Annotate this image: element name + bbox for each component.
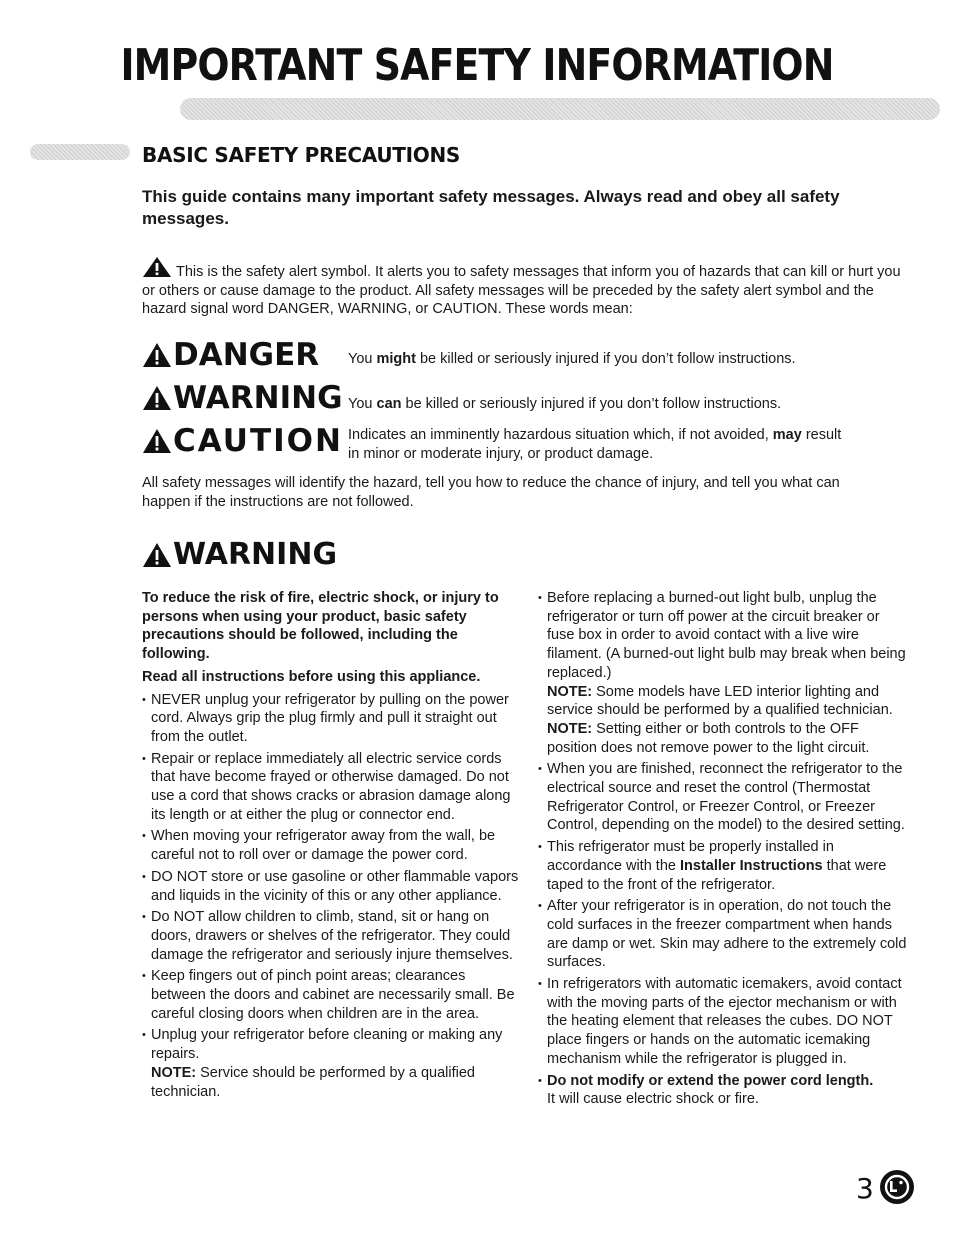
list-item: • Repair or replace immediately all electric service cords that have become frayed or otherwise damaged. Do not use a cord that shows cracks or abrasion damage along its length or at either the plug or connector end. <box>142 750 522 825</box>
list-item: • In refrigerators with automatic icemakers, avoid contact with the moving parts of the ejector mechanism or with the heating element that releases the cubes. DO NOT place fingers or hands on the automatic icemaking mechanism while the refrigerator is plugged in. <box>538 975 910 1069</box>
list-item: • Unplug your refrigerator before cleaning or making any repairs. NOTE: Service should be performed by a qualified technician. <box>142 1026 522 1101</box>
caution-description: Indicates an imminently hazardous situation which, if not avoided, may result in minor or moderate injury, or product damage. <box>348 427 842 462</box>
list-item: • After your refrigerator is in operation, do not touch the cold surfaces in the freezer compartment when hands are damp or wet. Skin may adhere to the extremely cold surfaces. <box>538 897 910 972</box>
all-messages-text: All safety messages will identify the hazard, tell you how to reduce the chance of injury, and tell you what can happen if the instructions are not followed. <box>142 475 840 510</box>
alert-paragraph <box>142 256 902 319</box>
page-title: IMPORTANT SAFETY INFORMATION <box>120 40 834 91</box>
warning-alert-icon <box>142 385 172 411</box>
right-column <box>538 589 910 1112</box>
note: NOTE: Setting either or both controls to the OFF position does not remove power to the light circuit. <box>547 720 870 756</box>
list-item: • NEVER unplug your refrigerator by pulling on the power cord. Always grip the plug firmly and pull it straight out from the outlet. <box>142 691 522 747</box>
lg-logo-icon <box>880 1170 914 1204</box>
warning-heading-word: WARNING <box>173 537 338 572</box>
warning-heading-icon <box>142 542 172 568</box>
section-heading: BASIC SAFETY PRECAUTIONS <box>142 143 461 167</box>
lg-logo-glyph <box>880 1170 914 1204</box>
note: NOTE: Service should be performed by a qualified technician. <box>151 1064 475 1100</box>
warning-heading <box>142 537 337 572</box>
left-lead2: Read all instructions before using this appliance. <box>142 668 481 685</box>
warning-description: You can be killed or seriously injured if you don’t follow instructions. <box>348 396 782 412</box>
list-item: • Keep fingers out of pinch point areas; clearances between the doors and cabinet are necessarily small. Be careful closing doors when children are in the area. <box>142 967 522 1023</box>
safety-alert-icon <box>142 256 172 278</box>
warning-word: WARNING <box>173 380 343 416</box>
list-item: • When moving your refrigerator away from the wall, be careful not to roll over or damage the power cord. <box>142 827 522 864</box>
alert-text: This is the safety alert symbol. It alerts you to safety messages that inform you of hazards that can kill or hurt you or others or cause damage to the product. All safety messages will be preceded by the safety alert symbol and the hazard signal word DANGER, WARNING, or CAUTION. These words mean: <box>142 264 901 317</box>
list-item: • This refrigerator must be properly installed in accordance with the Installer Instructions that were taped to the front of the refrigerator. <box>538 838 910 894</box>
list-item: • Do not modify or extend the power cord length. It will cause electric shock or fire. <box>538 1072 910 1109</box>
danger-alert-icon <box>142 342 172 368</box>
danger-word: DANGER <box>173 337 320 373</box>
title-band <box>180 98 940 120</box>
list-item: • Do NOT allow children to climb, stand, sit or hang on doors, drawers or shelves of the refrigerator. They could damage the refrigerator and seriously injure themselves. <box>142 908 522 964</box>
danger-description: You might be killed or seriously injured if you don’t follow instructions. <box>348 351 796 367</box>
list-item: • DO NOT store or use gasoline or other flammable vapors and liquids in the vicinity of this or any other appliance. <box>142 868 522 905</box>
intro-text: This guide contains many important safety messages. Always read and obey all safety messages. <box>142 187 840 228</box>
caution-signal <box>142 423 343 459</box>
danger-signal <box>142 337 319 373</box>
caution-alert-icon <box>142 428 172 454</box>
list-item: • When you are finished, reconnect the refrigerator to the electrical source and reset the control (Thermostat Refrigerator Control, or Freezer Control, or Freezer Control, depending on the model) to the desired setting. <box>538 760 910 835</box>
note: NOTE: Some models have LED interior lighting and service should be performed by a qualified technician. <box>547 683 893 719</box>
left-lead: To reduce the risk of fire, electric shock, or injury to persons when using your product, basic safety precautions should be followed, including the following. <box>142 590 499 663</box>
left-column <box>142 589 522 1104</box>
list-item: • Before replacing a burned-out light bulb, unplug the refrigerator or turn off power at the circuit breaker or fuse box in order to avoid contact with a live wire filament. (A burned-out light bulb may break when being replaced.) NOTE: Some models have LED interior lighting and service should be performed by a qualified technician. NOTE: Setting either or both controls to the OFF position does not remove power to the light circuit. <box>538 589 910 757</box>
section-pill <box>30 144 130 160</box>
page-number: 3 <box>856 1172 874 1205</box>
caution-word: CAUTION <box>173 423 343 459</box>
warning-signal <box>142 380 343 416</box>
